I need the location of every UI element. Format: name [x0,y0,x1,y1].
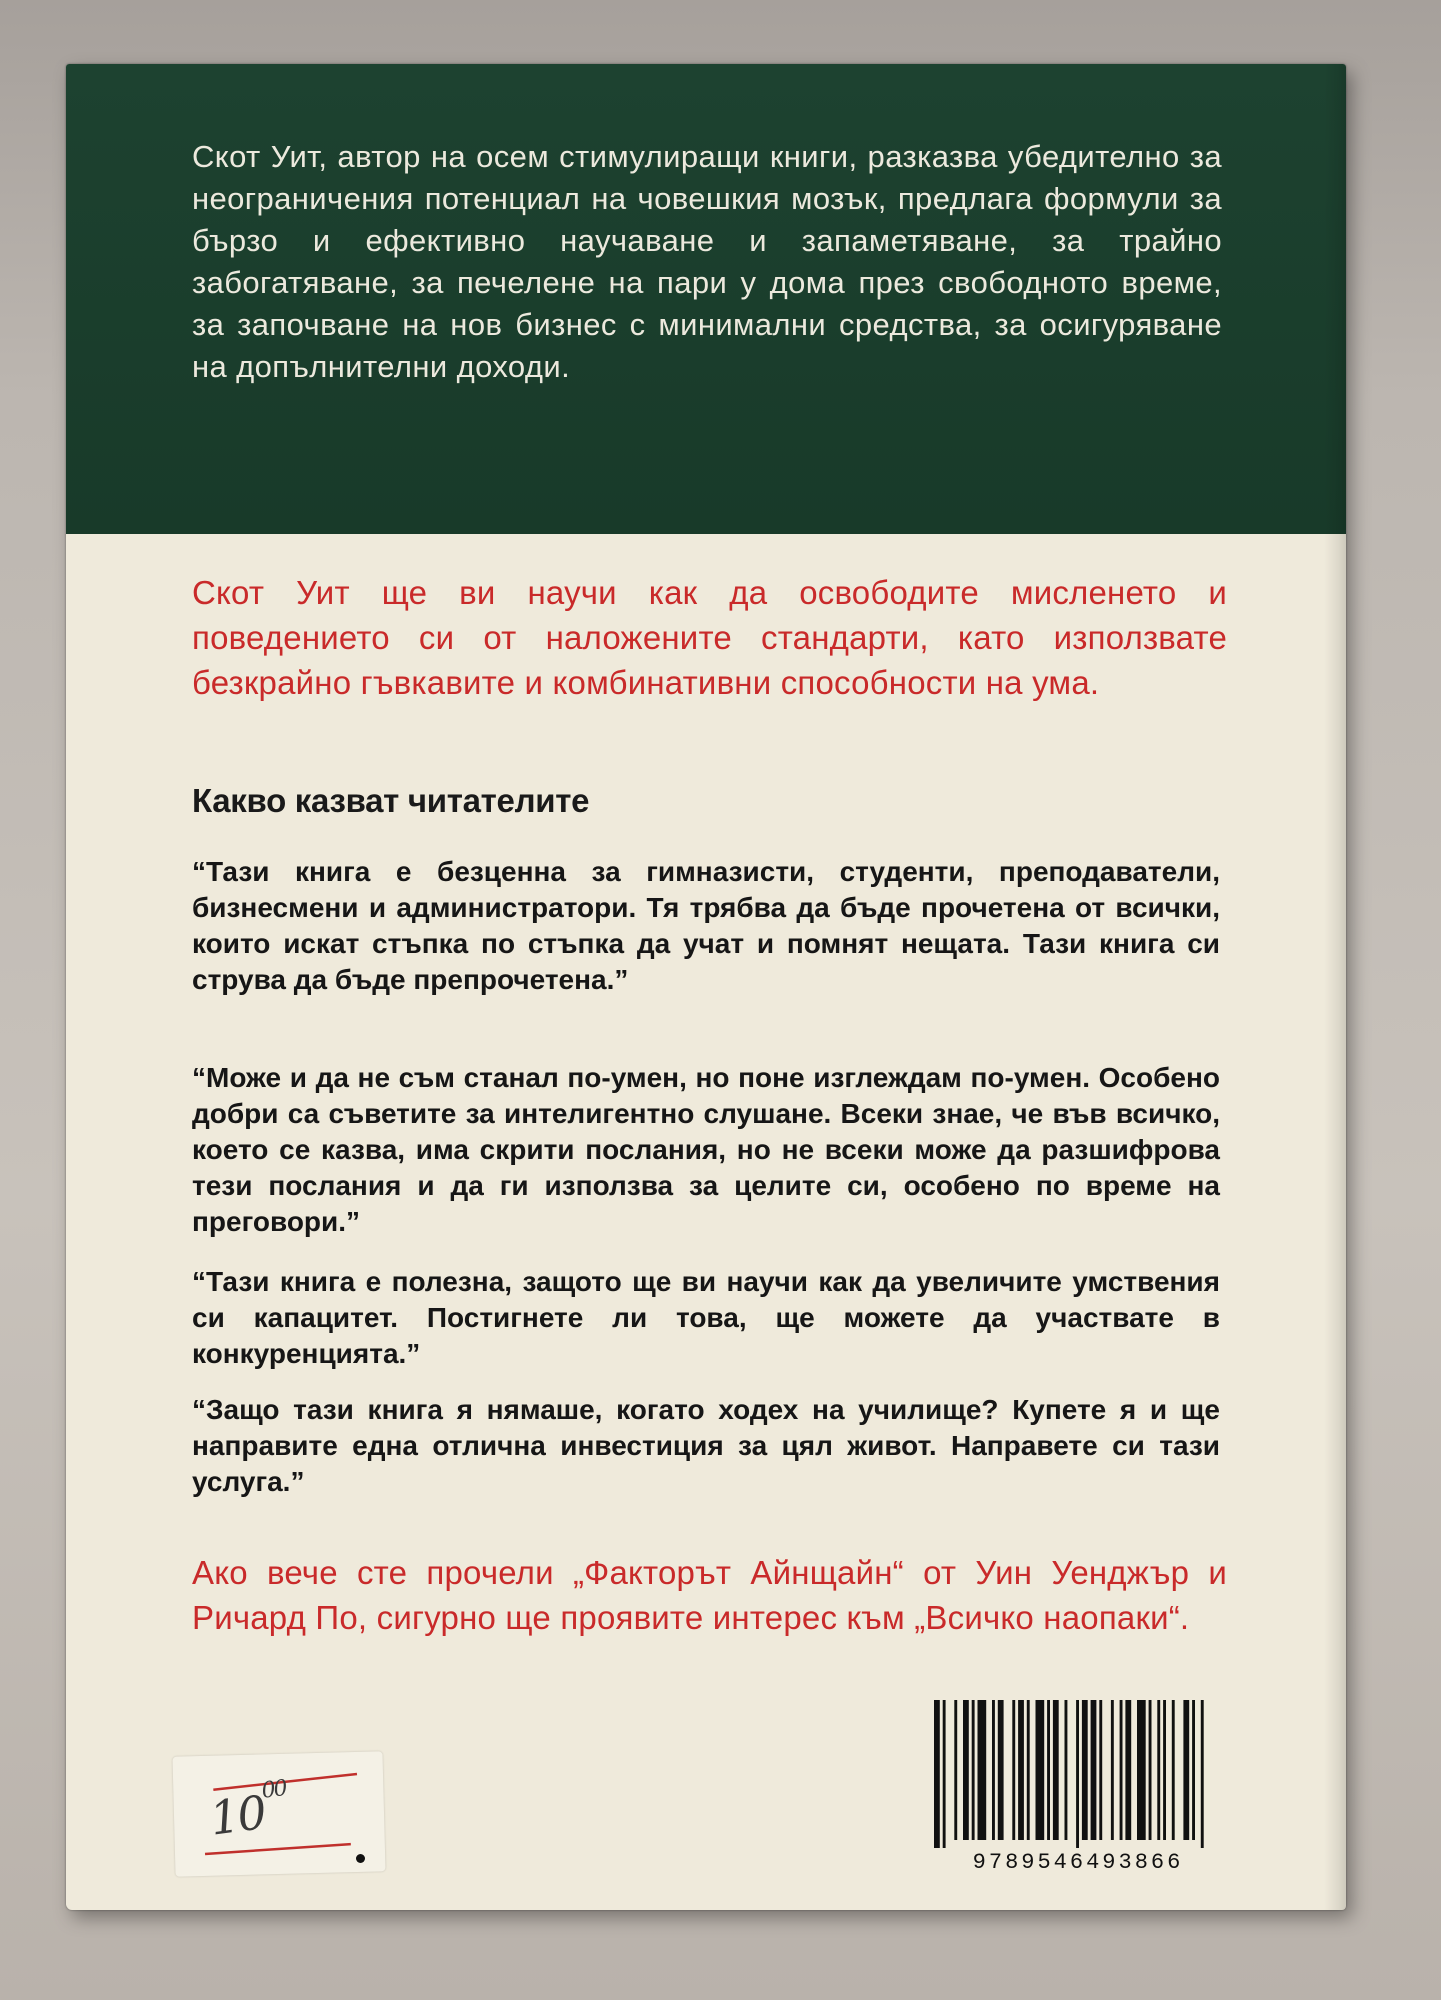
barcode-bar [1099,1700,1102,1840]
price-cents: 00 [260,1775,288,1804]
spine-edge-shadow [1324,64,1346,1910]
barcode-bar [1053,1700,1059,1840]
barcode-bar [998,1700,1004,1840]
price-sticker [172,1751,385,1876]
barcode-bar [1120,1700,1123,1840]
barcode-bar [1091,1700,1097,1840]
barcode-bar [1192,1700,1195,1840]
reader-quote: “Тази книга е безценна за гимназисти, студенти, преподаватели, бизнесмени и администратори. Тя трябва да бъде прочетена от всички, които искат стъпка по стъпка да учат и помнят нещата. Тази книга си струва да бъде препрочетена.” [192,856,1220,995]
barcode-bar [1163,1700,1166,1840]
barcode-bar [954,1700,957,1840]
barcode-bar [1183,1700,1189,1840]
reader-quote: “Защо тази книга я нямаше, когато ходех на училище? Купете я и ще направите една отлична инвестиция за цял живот. Направете си тази услуга.” [192,1394,1220,1497]
handwritten-price [206,1775,292,1846]
barcode-bar [1111,1700,1114,1840]
barcode-bar [1076,1700,1079,1848]
barcode-bar [1018,1700,1024,1840]
barcode-bar [1012,1700,1015,1840]
barcode-bar [972,1700,975,1840]
reader-quote: “Може и да не съм станал по-умен, но поне изглеждам по-умен. Особено добри са съветите за интелигентно слушане. Всеки знае, че във всичко, което се казва, има скрити послания, но не всеки може да разшифрова тези послания и да ги използва за целите си, особено по време на преговори.” [192,1062,1220,1237]
dot-mark [356,1854,365,1863]
green-header-panel [66,64,1346,534]
barcode-bar [1065,1700,1068,1840]
red-intro-text: Скот Уит ще ви научи как да освободите мисленето и поведението си от наложените стандарти, като използвате безкрайно гъвкавите и комбинативни способности на ума. [192,574,1227,701]
barcode-bar [1201,1700,1204,1848]
red-outro-text: Ако вече сте прочели „Факторът Айнщайн“ от Уин Уенджър и Ричард По, сигурно ще проявите интерес към „Всичко наопаки“. [192,1554,1227,1636]
barcode-bars-icon [930,1700,1226,1848]
barcode-bar [1149,1700,1152,1840]
book-back-cover [66,64,1346,1910]
barcode-bar [1172,1700,1175,1840]
author-intro-text: Скот Уит, автор на осем стимулиращи книги, разказва убедително за неограничения потенциал на човешкия мозък, предлага формули за бързо и ефективно научаване и запаметяване, за трайно забогатяване, за печелене на пари у дома през свободното време, за започване на нов бизнес с минимални средства, за осигуряване на допълнителни доходи. [192,139,1222,384]
barcode-bar [992,1700,995,1840]
barcode-bar [1047,1700,1050,1840]
reviews-heading: Какво казват читателите [192,782,590,819]
barcode-bar [963,1700,969,1840]
barcode-bar [1082,1700,1088,1840]
price-main: 10 [206,1785,268,1846]
barcode-bar [978,1700,987,1840]
barcode-bar [1125,1700,1131,1840]
barcode-bar [1027,1700,1030,1840]
isbn-number: 9789546493866 [972,1850,1184,1875]
barcode-bar [1137,1700,1146,1840]
barcode [930,1700,1226,1884]
barcode-bar [1157,1700,1160,1840]
reader-quote: “Тази книга е полезна, защото ще ви научи как да увеличите умствения си капацитет. Постигнете ли това, ще можете да участвате в конкуренцията.” [192,1266,1220,1369]
barcode-bar [934,1700,940,1848]
barcode-bar [1036,1700,1045,1840]
barcode-bar [943,1700,946,1848]
